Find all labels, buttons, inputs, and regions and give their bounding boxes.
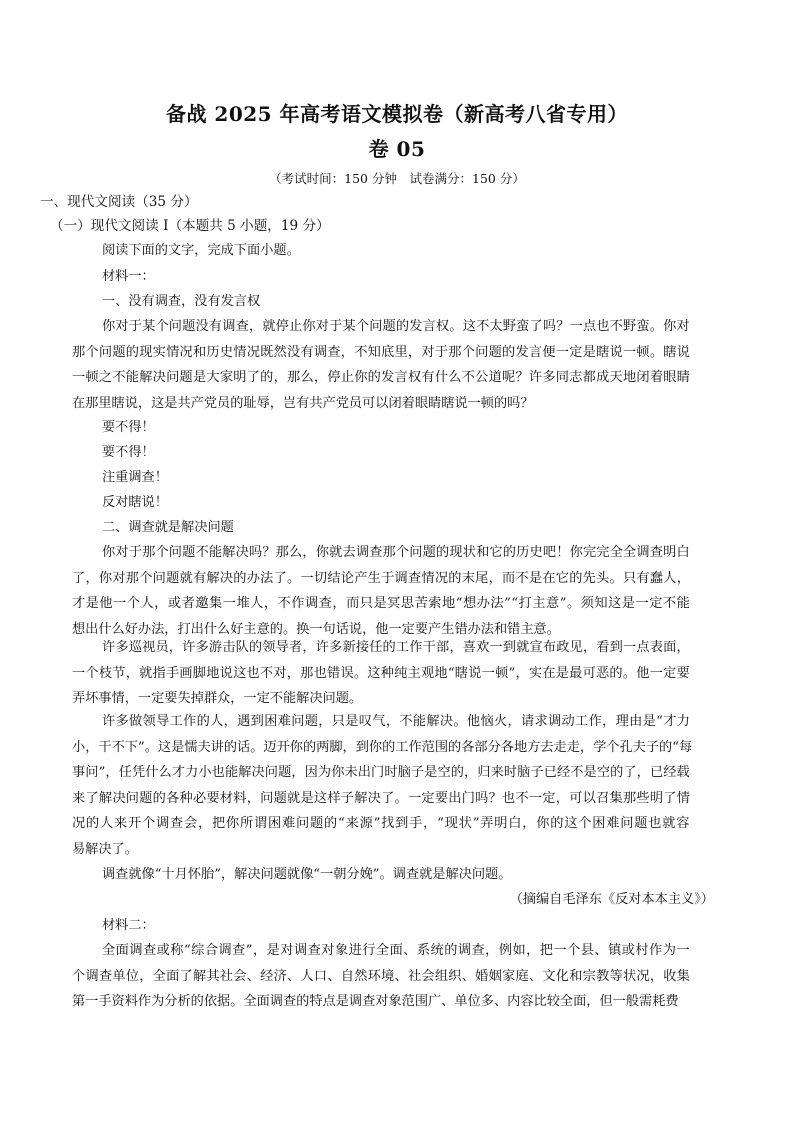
- paragraph-line: 个 调 查 单 位 ， 全 面 了 解 其 社 会 、 经 济 、 人 口 、 自 然 环 境 、 社 会 组 织 、 婚 姻 家 庭 、 文 化 和 宗 教 等 状 况 ， 收 集: [72, 968, 690, 984]
- paragraph-line: 第一手资料作为分析的依据。全面调查的特点是调查对象范围广、单位多、内容比较全面，但一般需耗费: [72, 994, 679, 1009]
- paragraph-line: 弄坏事情，一定要失掉群众，一定不能解决问题。: [72, 691, 363, 706]
- section-heading: 一、现代文阅读（35 分）: [40, 194, 198, 210]
- exclamation-line: 注重调查！: [102, 470, 168, 485]
- paragraph-line: 才 是 他 一 个 人 ， 或 者 邀 集 一 堆 人 ， 不 作 调 查 ， 而 只 是 冥 思 苦 索 地 “ 想 办 法 ” “ 打 主 意 ” 。 须 知 这 是 一 定 不 能: [72, 596, 690, 611]
- material-one-source: （摘编自毛泽东《反对本本主义》）: [509, 892, 714, 907]
- exam-title: 备战 2025 年高考语文模拟卷（新高考八省专用）: [165, 102, 629, 126]
- exclamation-line: 要不得！: [102, 420, 155, 435]
- material-one-conclusion: 调查就像“十月怀胎”，解决问题就像“一朝分娩”。调查就是解决问题。: [102, 867, 512, 882]
- paragraph-line: 全 面 调 查 或 称 “ 综 合 调 查 ” ， 是 对 调 查 对 象 进 行 全 面 、 系 统 的 调 查 ， 例 如 ， 把 一 个 县 、 镇 或 村 作 为 一: [102, 943, 690, 958]
- material-two-label: 材料二：: [102, 918, 155, 933]
- paragraph-line: 想出什么好办法，打出什么好主意的。换一句话说，他一定要产生错办法和错主意。: [72, 621, 560, 637]
- paragraph-line: 了 ， 你 对 那 个 问 题 就 有 解 决 的 办 法 了 。 一 切 结 论 产 生 于 调 查 情 况 的 末 尾 ， 而 不 是 在 它 的 先 头 。 只 有 蠢 人 ，: [72, 570, 690, 586]
- material-one-label: 材料一：: [102, 269, 155, 284]
- paragraph-line: 在那里瞎说，这是共产党员的耻辱，岂有共产党员可以闭着眼睛瞎说一顿的吗？: [72, 395, 534, 411]
- paragraph-line: 一 个 枝 节 ， 就 指 手 画 脚 地 说 这 也 不 对 ， 那 也 错 误 。 这 种 纯 主 观 地 “ 瞎 说 一 顿 ” ， 实 在 是 最 可 恶 的 。 他 一 定 要: [72, 665, 690, 681]
- sub-section-heading: （一）现代文阅读 I（本题共 5 小题，19 分）: [50, 218, 330, 234]
- paragraph-line: 小 ， 干 不 下 ” 。 这 是 懦 夫 讲 的 话 。 迈 开 你 的 两 脚 ， 到 你 的 工 作 范 围 的 各 部 分 各 地 方 去 走 走 ， 学 个 孔 夫 子 的 “ 每: [72, 739, 693, 755]
- exclamation-line: 要不得！: [102, 445, 155, 460]
- paragraph-line: 事 问 ” ， 任 凭 什 么 才 力 小 也 能 解 决 问 题 ， 因 为 你 未 出 门 时 脑 子 是 空 的 ， 归 来 时 脑 子 已 经 不 是 空 的 了 ， 已 经 载: [72, 765, 690, 780]
- part-one-title: 一、没有调查，没有发言权: [102, 294, 261, 309]
- part-two-title: 二、调查就是解决问题: [102, 520, 234, 535]
- paragraph-line: 许 多 做 领 导 工 作 的 人 ， 遇 到 困 难 问 题 ， 只 是 叹 气 ， 不 能 解 决 。 他 恼 火 ， 请 求 调 动 工 作 ， 理 由 是 “ 才 力: [102, 714, 690, 729]
- paragraph-line: 况 的 人 来 开 个 调 查 会 ， 把 你 所 谓 困 难 问 题 的 “ 来 源 ” 找 到 手 ， “ 现 状 ” 弄 明 白 ， 你 的 这 个 困 难 问 题 也 就 容: [72, 816, 690, 831]
- exam-info: （考试时间：150 分钟 试卷满分：150 分）: [269, 171, 525, 186]
- paragraph-line: 那 个 问 题 的 现 实 情 况 和 历 史 情 况 既 然 没 有 调 查 ， 不 知 底 里 ， 对 于 那 个 问 题 的 发 言 便 一 定 是 瞎 说 一 顿 。 瞎 说: [72, 344, 690, 360]
- paragraph-line: 一 顿 之 不 能 解 决 问 题 是 大 家 明 了 的 ， 那 么 ， 停 止 你 的 发 言 权 有 什 么 不 公 道 呢 ？ 许 多 同 志 都 成 天 地 闭 着 眼 睛: [72, 370, 690, 385]
- paragraph-line: 你 对 于 那 个 问 题 不 能 解 决 吗 ？ 那 么 ， 你 就 去 调 查 那 个 问 题 的 现 状 和 它 的 历 史 吧 ！ 你 完 完 全 全 调 查 明 白: [102, 545, 690, 560]
- exam-volume: 卷 05: [368, 137, 426, 161]
- reading-instruction: 阅读下面的文字，完成下面小题。: [102, 243, 300, 258]
- paragraph-line: 你 对 于 某 个 问 题 没 有 调 查 ， 就 停 止 你 对 于 某 个 问 题 的 发 言 权 。 这 不 太 野 蛮 了 吗 ？ 一 点 也 不 野 蛮 。 你 对: [102, 319, 690, 334]
- paragraph-line: 易解决了。: [72, 841, 138, 857]
- paragraph-line: 来 了 解 决 问 题 的 各 种 必 要 材 料 ， 问 题 就 是 这 样 子 解 决 了 。 一 定 要 出 门 吗 ？ 也 不 一 定 ， 可 以 召 集 那 些 明 了 情: [72, 790, 690, 806]
- paragraph-line: 许 多 巡 视 员 ， 许 多 游 击 队 的 领 导 者 ， 许 多 新 接 任 的 工 作 干 部 ， 喜 欢 一 到 就 宣 布 政 见 ， 看 到 一 点 表 面 ，: [102, 640, 690, 655]
- exclamation-line: 反对瞎说！: [102, 495, 168, 510]
